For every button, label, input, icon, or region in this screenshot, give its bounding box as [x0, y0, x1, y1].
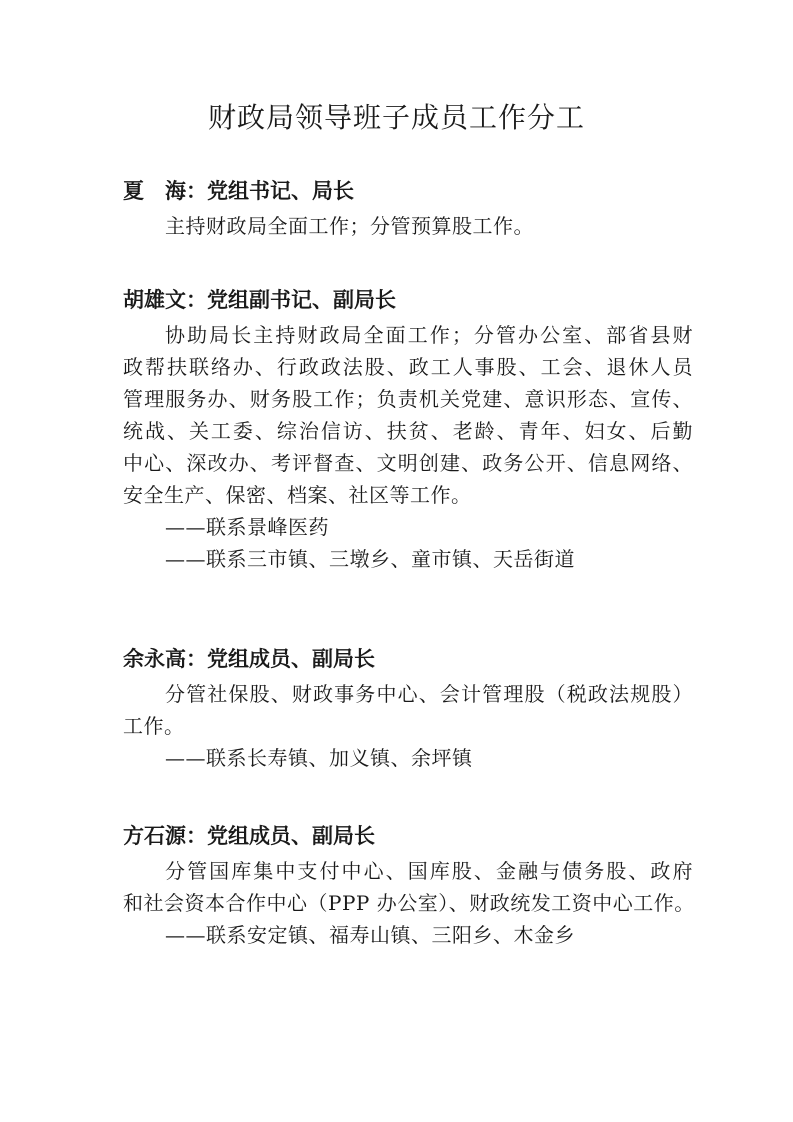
- duty-line: 统战、关工委、综治信访、扶贫、老龄、青年、妇女、后勤: [123, 419, 693, 443]
- member-heading: 胡雄文：党组副书记、副局长: [123, 288, 396, 312]
- duty-line: 主持财政局全面工作；分管预算股工作。: [165, 214, 534, 238]
- duty-line: 管理服务办、财务股工作；负责机关党建、意识形态、宣传、: [123, 387, 693, 411]
- contact-line: ——联系安定镇、福寿山镇、三阳乡、木金乡: [165, 923, 575, 947]
- duty-line: 工作。: [123, 714, 185, 738]
- member-heading: 方石源：党组成员、副局长: [123, 824, 375, 848]
- member-heading: 夏 海：党组书记、局长: [123, 179, 354, 203]
- duty-line: 安全生产、保密、档案、社区等工作。: [123, 483, 472, 507]
- member-section-fang-shiyuan: [123, 821, 693, 951]
- member-section-yu-yonggao: [123, 644, 693, 774]
- member-heading: 余永高：党组成员、副局长: [123, 647, 375, 671]
- duty-line: 分管国库集中支付中心、国库股、金融与债务股、政府: [165, 859, 693, 883]
- contact-line: ——联系三市镇、三墩乡、童市镇、天岳街道: [165, 547, 575, 571]
- duty-line: 和社会资本合作中心（PPP 办公室）、财政统发工资中心工作。: [123, 891, 695, 915]
- duty-line: 政帮扶联络办、行政政法股、政工人事股、工会、退休人员: [123, 355, 693, 379]
- contact-line: ——联系长寿镇、加义镇、余坪镇: [165, 746, 473, 770]
- duty-line: 分管社保股、财政事务中心、会计管理股（税政法规股）: [165, 682, 693, 706]
- member-section-xia-hai: [123, 176, 693, 242]
- document-title: 财政局领导班子成员工作分工: [207, 101, 585, 134]
- duty-line: 协助局长主持财政局全面工作；分管办公室、部省县财: [165, 323, 693, 347]
- member-section-hu-xiongwen: [123, 285, 693, 575]
- contact-line: ——联系景峰医药: [165, 515, 329, 539]
- duty-line: 中心、深改办、考评督查、文明创建、政务公开、信息网络、: [123, 451, 693, 475]
